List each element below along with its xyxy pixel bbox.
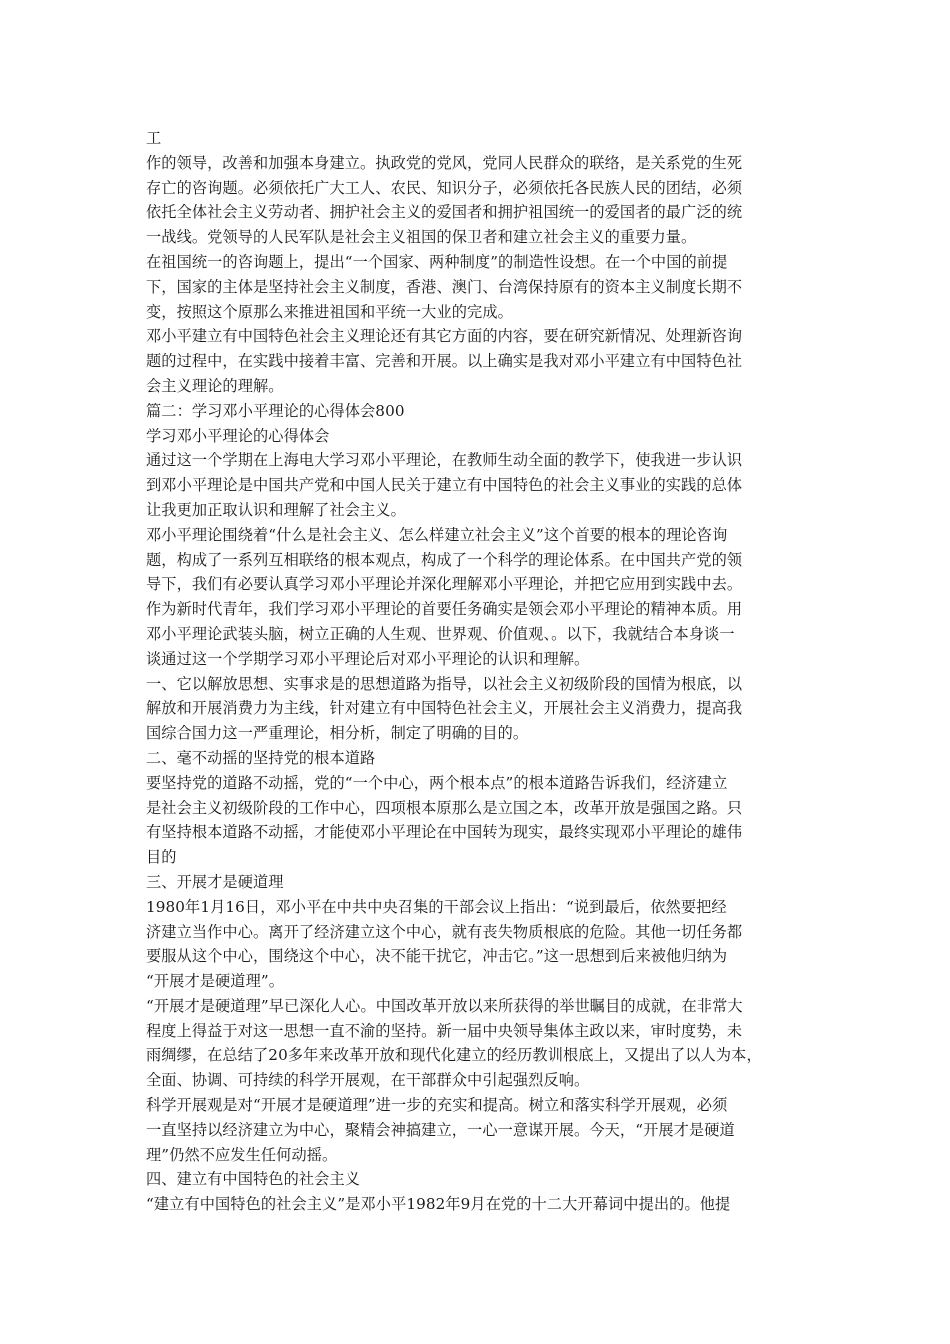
- text-line: “开展才是硬道理”早已深化人心。中国改革开放以来所获得的举世瞩目的成就，在非常大: [146, 996, 743, 1015]
- text-line: 作为新时代青年，我们学习邓小平理论的首要任务确实是领会邓小平理论的精神本质。用: [146, 600, 743, 619]
- text-line: 是社会主义初级阶段的工作中心，四项根本原那么是立国之本，改革开放是强国之路。只: [146, 798, 743, 817]
- text-line: 国综合国力这一严重理论，相分析，制定了明确的目的。: [146, 724, 529, 743]
- text-line: 导下，我们有必要认真学习邓小平理论并深化理解邓小平理论，并把它应用到实践中去。: [146, 575, 743, 594]
- text-line: 到邓小平理论是中国共产党和中国人民关于建立有中国特色的社会主义事业的实践的总体: [146, 476, 743, 495]
- text-line: “建立有中国特色的社会主义”是邓小平1982年9月在党的十二大开幕词中提出的。他提: [146, 1195, 731, 1214]
- text-line: 题的过程中，在实践中接着丰富、完善和开展。以上确实是我对邓小平建立有中国特色社: [146, 352, 743, 371]
- text-line: 变，按照这个原那么来推进祖国和平统一大业的完成。: [146, 302, 513, 321]
- text-line: 一战线。党领导的人民军队是社会主义祖国的保卫者和建立社会主义的重要力量。: [146, 228, 697, 247]
- text-line: 工: [146, 129, 162, 147]
- text-line: 三、开展才是硬道理: [146, 872, 284, 891]
- text-line: 通过这一个学期在上海电大学习邓小平理论，在教师生动全面的教学下，使我进一步认识: [146, 451, 743, 470]
- document-body: [146, 126, 818, 1217]
- text-line: 济建立当作中心。离开了经济建立这个中心，就有丧失物质根底的危险。其他一切任务都: [146, 922, 743, 941]
- text-line: 邓小平理论围绕着“什么是社会主义、怎么样建立社会主义”这个首要的根本的理论咨询: [146, 525, 728, 544]
- text-line: 要坚持党的道路不动摇，党的“一个中心，两个根本点”的根本道路告诉我们，经济建立: [146, 773, 728, 792]
- text-line: 一、它以解放思想、实事求是的思想道路为指导，以社会主义初级阶段的国情为根底，以: [146, 674, 743, 693]
- text-line: 学习邓小平理论的心得体会: [146, 426, 330, 445]
- text-line: 邓小平理论武装头脑，树立正确的人生观、世界观、价值观、。以下，我就结合本身谈一: [146, 624, 735, 643]
- text-line: 理”仍然不应发生任何动摇。: [146, 1145, 338, 1164]
- text-line: 邓小平建立有中国特色社会主义理论还有其它方面的内容，要在研究新情况、处理新咨询: [146, 327, 743, 346]
- text-line: 解放和开展消费力为主线，针对建立有中国特色社会主义，开展社会主义消费力，提高我: [146, 699, 743, 718]
- text-line: 有坚持根本道路不动摇，才能使邓小平理论在中国转为现实，最终实现邓小平理论的雄伟: [146, 823, 743, 842]
- text-line: 下，国家的主体是坚持社会主义制度，香港、澳门、台湾保持原有的资本主义制度长期不: [146, 277, 743, 296]
- text-line: 让我更加正取认识和理解了社会主义。: [146, 500, 406, 519]
- text-line: 依托全体社会主义劳动者、拥护社会主义的爱国者和拥护祖国统一的爱国者的最广泛的统: [146, 203, 743, 222]
- text-line: 谈通过这一个学期学习邓小平理论后对邓小平理论的认识和理解。: [146, 649, 590, 668]
- text-line: 程度上得益于对这一思想一直不渝的坚持。新一届中央领导集体主政以来，审时度势，未: [146, 1021, 743, 1040]
- text-line: 四、建立有中国特色的社会主义: [146, 1170, 361, 1189]
- text-line: 科学开展观是对“开展才是硬道理”进一步的充实和提高。树立和落实科学开展观，必须: [146, 1096, 728, 1115]
- text-line: 题，构成了一系列互相联络的根本观点，构成了一个科学的理论体系。在中国共产党的领: [146, 550, 743, 569]
- text-line: “开展才是硬道理”。: [146, 972, 285, 991]
- text-line: 目的: [146, 848, 177, 867]
- text-line: 要服从这个中心，围绕这个中心，决不能干扰它，冲击它。”这一思想到后来被他归纳为: [146, 947, 728, 966]
- text-line: 会主义理论的理解。: [146, 376, 284, 395]
- text-line: 篇二：学习邓小平理论的心得体会800: [146, 401, 405, 420]
- text-line: 一直坚持以经济建立为中心，聚精会神搞建立，一心一意谋开展。今天，“开展才是硬道: [146, 1120, 735, 1139]
- text-line: 二、毫不动摇的坚持党的根本道路: [146, 748, 376, 767]
- text-line: 在祖国统一的咨询题上，提出“一个国家、两种制度”的制造性设想。在一个中国的前提: [146, 252, 728, 271]
- text-line: 雨绸缪，在总结了20多年来改革开放和现代化建立的经历教训根底上，又提出了以人为本，: [146, 1046, 762, 1065]
- text-line: 作的领导，改善和加强本身建立。执政党的党风，党同人民群众的联络，是关系党的生死: [146, 153, 743, 172]
- text-line: 存亡的咨询题。必须依托广大工人、农民、知识分子，必须依托各民族人民的团结，必须: [146, 178, 743, 197]
- text-line: 1980年1月16日，邓小平在中共中央召集的干部会议上指出：“说到最后，依然要把经: [146, 897, 727, 916]
- text-line: 全面、协调、可持续的科学开展观，在干部群众中引起强烈反响。: [146, 1071, 590, 1090]
